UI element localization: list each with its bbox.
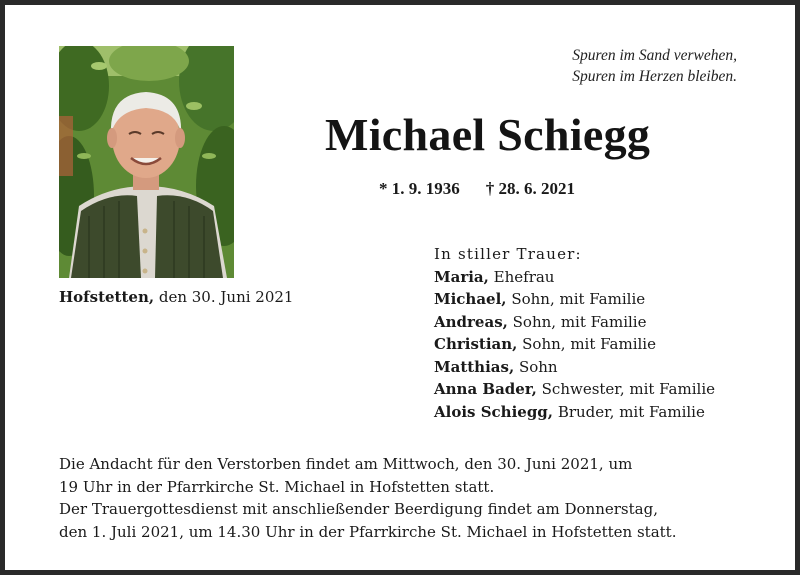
service-notice	[59, 453, 676, 543]
date: den 30. Juni 2021	[158, 288, 294, 306]
mourner-relation: Sohn, mit Familie	[512, 312, 647, 331]
notice-line-4: den 1. Juli 2021, um 14.30 Uhr in der Pfarrkirche St. Michael in Hofstetten statt.	[59, 522, 677, 541]
mourner-relation: Sohn, mit Familie	[511, 290, 646, 308]
mourner-row	[434, 378, 715, 401]
mourner-relation: Sohn, mit Familie	[522, 335, 656, 353]
life-dates	[379, 179, 575, 199]
notice-line-2: 19 Uhr in der Pfarrkirche St. Michael in Hofstetten statt.	[59, 477, 495, 496]
quote	[572, 45, 737, 87]
quote-line-1: Spuren im Sand verwehen,	[572, 47, 737, 64]
mourner-name: Michael,	[434, 290, 507, 308]
mourners-list	[434, 243, 715, 423]
quote-line-2: Spuren im Herzen bleiben.	[572, 68, 737, 85]
mourner-name: Christian,	[434, 335, 518, 353]
notice-line-3: Der Trauergottesdienst mit anschließender Beerdigung findet am Donnerstag,	[59, 500, 658, 518]
mourner-row	[434, 401, 715, 424]
mourner-relation: Ehefrau	[493, 267, 555, 286]
mourner-name: Anna Bader,	[434, 380, 537, 398]
mourner-name: Alois Schiegg,	[434, 402, 554, 421]
mourner-name: Maria,	[434, 267, 489, 286]
mourner-row	[434, 311, 715, 334]
birth-date: * 1. 9. 1936	[379, 179, 460, 198]
place-and-date	[59, 288, 293, 306]
portrait-photo	[59, 46, 234, 278]
mourner-row	[434, 266, 715, 289]
mourner-relation: Sohn	[518, 357, 558, 376]
mourner-row	[434, 333, 715, 356]
death-date: † 28. 6. 2021	[485, 179, 575, 198]
notice-line-1: Die Andacht für den Verstorben findet am Mittwoch, den 30. Juni 2021, um	[59, 455, 633, 473]
mourner-name: Matthias,	[434, 357, 515, 376]
mourner-row	[434, 356, 715, 379]
mourner-relation: Schwester, mit Familie	[541, 380, 715, 398]
mourner-relation: Bruder, mit Familie	[557, 402, 705, 421]
mourner-row	[434, 288, 715, 311]
place: Hofstetten,	[59, 288, 155, 306]
mourners-intro: In stiller Trauer:	[434, 245, 582, 263]
mourner-name: Andreas,	[434, 312, 508, 331]
deceased-name: Michael Schiegg	[325, 109, 651, 160]
